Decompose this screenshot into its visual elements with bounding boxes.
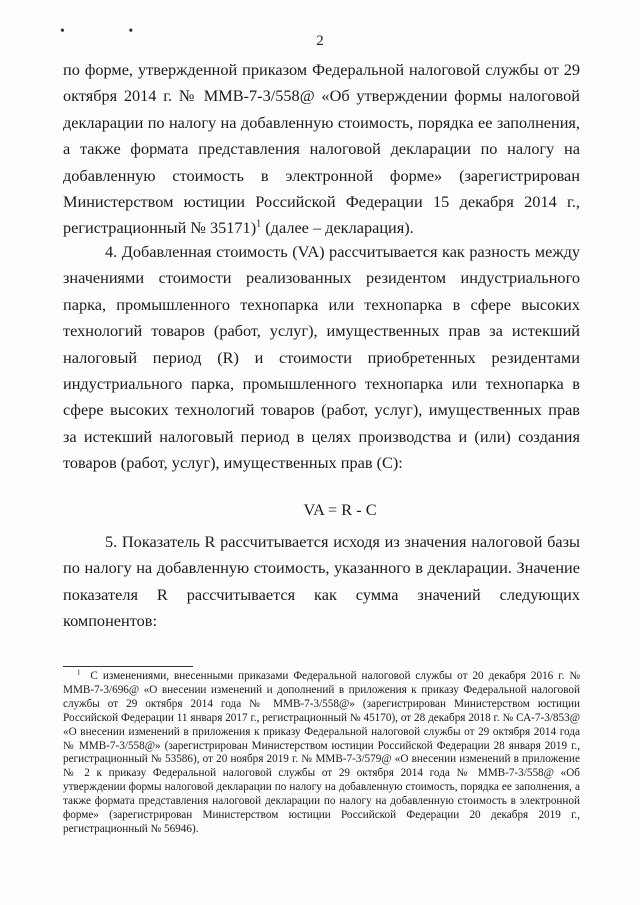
footnote — [63, 670, 580, 837]
scan-marks: • • — [60, 24, 164, 39]
formula-va: VA = R - C — [303, 500, 377, 519]
footnote-text-block — [63, 670, 580, 837]
paragraph-continuation — [63, 57, 580, 242]
footnote-divider — [63, 666, 193, 667]
footnote-reference[interactable]: 1 — [256, 219, 262, 231]
paragraph-order-text: по форме, утвержденной приказом Федеральной налоговой службы от 29 октября 2014 г. № ММВ-7-3/558@ «Об утверждении формы налоговой декларации по налогу на добавленную стоимость, порядка ее заполнения, а также формата представления налоговой декларации по налогу на добавленную стоимость в электронной форме» (зарегистрирован Министерством юстиции Российской Федерации 15 декабря 2014 г., регистрационный № 35171) — [63, 60, 580, 238]
paragraph-section-5 — [63, 529, 580, 635]
paragraph-5-text: 5. Показатель R рассчитывается исходя из значения налоговой базы по налогу на добавленную стоимость, указанного в декларации. Значение показателя R рассчитывается как сумма значений следующих компонентов: — [63, 532, 580, 631]
paragraph-4-text: 4. Добавленная стоимость (VA) рассчитывается как разность между значениями стоимости реализованных резидентом индустриального парка, промышленного технопарка или технопарка в сфере высоких технологий товаров (работ, услуг), имущественных прав за истекший налоговый период (R) и стоимости приобретенных резидентами индустриального парка, промышленного технопарка или технопарка в сфере высоких технологий товаров (работ, услуг), имущественных прав за истекший налоговый период в целях производства и (или) создания товаров (работ, услуг), имущественных прав (C): — [63, 242, 580, 473]
page-number: 2 — [316, 33, 324, 49]
footnote-marker: 1 — [77, 668, 81, 677]
paragraph-order-tail: (далее – декларация). — [261, 218, 414, 238]
footnote-text: С изменениями, внесенными приказами Федеральной налоговой службы от 20 декабря 2016 г. № ММВ-7-3/696@ «О внесении изменений и дополнений в приложения к приказу Федеральной налоговой службы от 29 октября 2014 года № ММВ-7-3/558@» (зарегистрирован Министерством юстиции Российской Федерации 11 января 2017 г., регистрационный № 45170), от 28 декабря 2018 г. № СА-7-3/853@ «О внесении изменений в приложения к приказу Федеральной налоговой службы от 29 октября 2014 года № ММВ-7-3/558@» (зарегистрирован Министерством юстиции Российской Федерации 28 января 2019 г., регистрационный № 53586), от 20 ноября 2019 г. № ММВ-7-3/579@ «О внесении изменений в приложение № 2 к приказу Федеральной налоговой службы от 29 октября 2014 года № ММВ-7-3/558@ «Об утверждении формы налоговой декларации по налогу на добавленную стоимость, порядка ее заполнения, а также формата представления налоговой декларации по налогу на добавленную стоимость в электронной форме» (зарегистрирован Министерством юстиции Российской Федерации 20 декабря 2019 г., регистрационный № 56946). — [63, 670, 581, 835]
paragraph-section-4 — [63, 239, 580, 477]
paragraph-order-reference — [63, 57, 580, 242]
